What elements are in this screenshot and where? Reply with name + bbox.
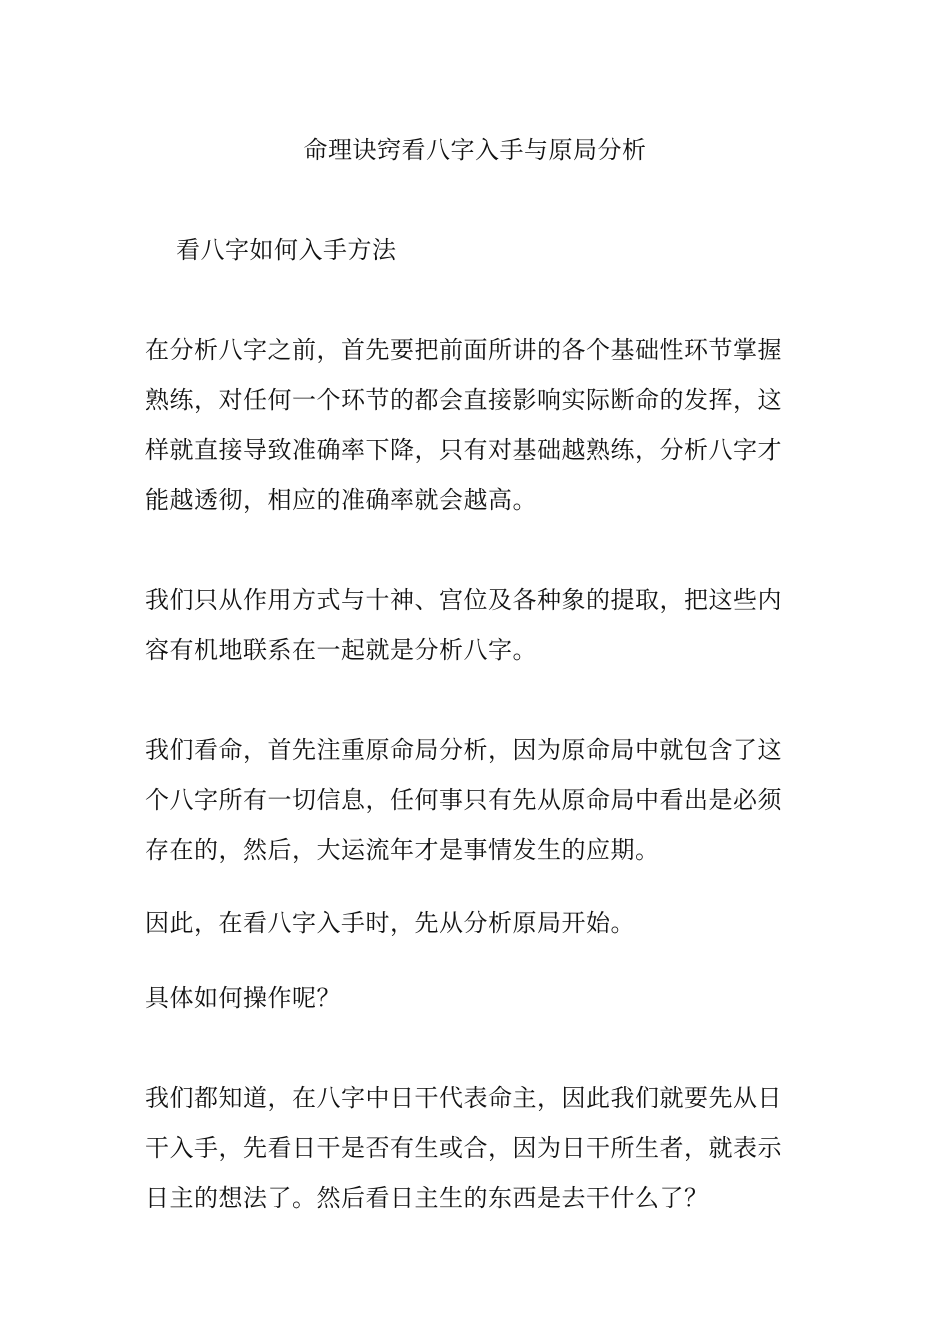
- document-title: 命理诀窍看八字入手与原局分析: [303, 136, 647, 164]
- paragraph-method: 我们只从作用方式与十神、宫位及各种象的提取，把这些内容有机地联系在一起就是分析八字。: [145, 586, 782, 664]
- section-heading: 看八字如何入手方法: [176, 236, 397, 264]
- paragraph-day-master: 我们都知道，在八字中日干代表命主，因此我们就要先从日干入手，先看日干是否有生或合，因为日干所生者，就表示日主的想法了。然后看日主生的东西是去干什么了？: [145, 1084, 782, 1212]
- paragraph-start-analysis: 因此，在看八字入手时，先从分析原局开始。: [145, 909, 635, 937]
- paragraph-original-chart: 我们看命，首先注重原命局分析，因为原命局中就包含了这个八字所有一切信息，任何事只有先从原命局中看出是必须存在的，然后，大运流年才是事情发生的应期。: [145, 736, 782, 864]
- paragraph-question: 具体如何操作呢？: [145, 984, 341, 1012]
- paragraph-foundation: 在分析八字之前，首先要把前面所讲的各个基础性环节掌握熟练，对任何一个环节的都会直接影响实际断命的发挥，这样就直接导致准确率下降，只有对基础越熟练，分析八字才能越透彻，相应的准确率就会越高。: [145, 336, 782, 514]
